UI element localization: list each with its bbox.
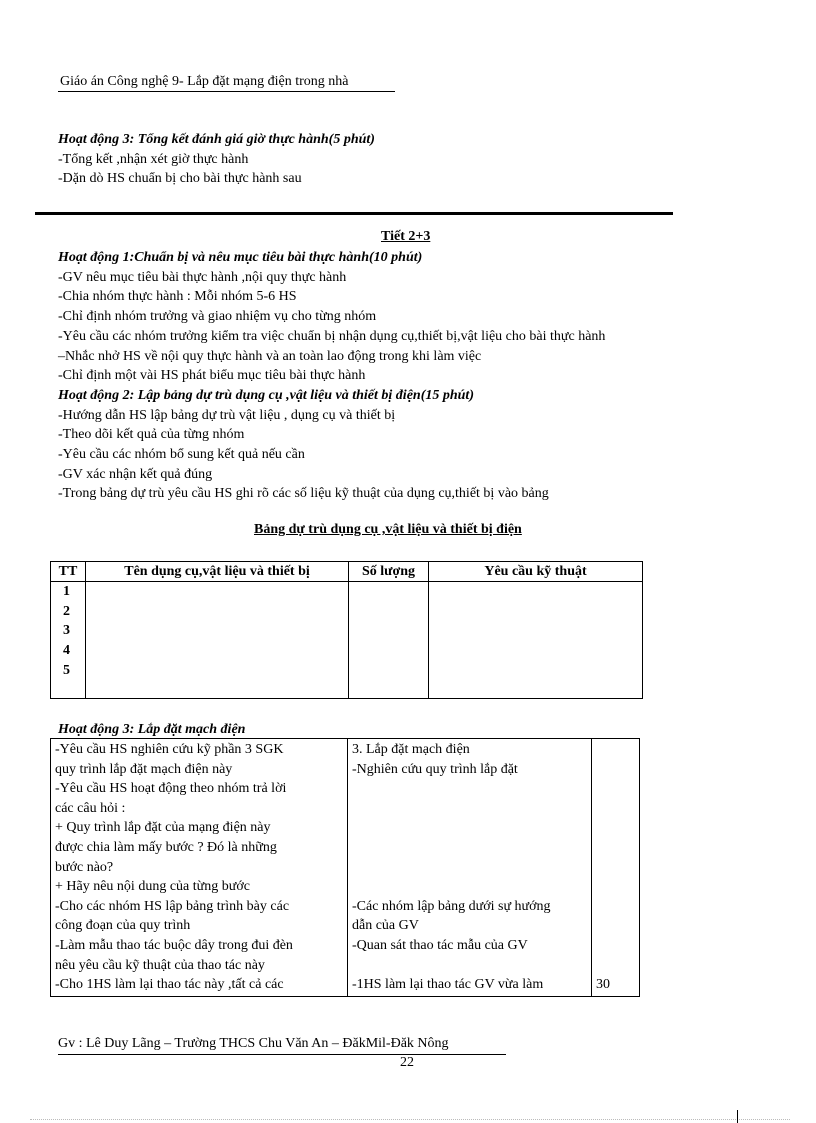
teacher-line: -Làm mẫu thao tác buộc dây trong đui đèn (55, 937, 293, 953)
time-value: 30 (596, 977, 610, 993)
col-header: Số lượng (349, 562, 429, 582)
teacher-column (51, 739, 348, 997)
activity1-line: -Chỉ định một vài HS phát biểu mục tiêu bài thực hành (58, 368, 366, 384)
row-number: 1 (63, 584, 70, 599)
student-line (352, 799, 587, 819)
section1-line: -Tổng kết ,nhận xét giờ thực hành (58, 151, 249, 167)
activity1-line: -Chỉ định nhóm trưởng và giao nhiệm vụ cho từng nhóm (58, 309, 377, 325)
activity2-line: -GV xác nhận kết quả đúng (58, 466, 213, 482)
activity1-line: -Chia nhóm thực hành : Mỗi nhóm 5-6 HS (58, 289, 297, 305)
teacher-line: được chia làm mấy bước ? Đó là những (55, 839, 277, 855)
row-number: 4 (63, 643, 70, 659)
table-row (51, 582, 643, 699)
student-line: -1HS làm lại thao tác GV vừa làm (352, 977, 544, 993)
time-column (592, 739, 640, 997)
activity1-line: -Yêu cầu các nhóm trưởng kiểm tra việc chuẩn bị nhận dụng cụ,thiết bị,vật liệu cho bài thực hành (58, 328, 606, 344)
lesson-title: Tiết 2+3 (381, 229, 431, 244)
section-divider (35, 212, 673, 215)
activity2-line: -Yêu cầu các nhóm bổ sung kết quả nếu cần (58, 447, 305, 463)
section1-line: -Dặn dò HS chuẩn bị cho bài thực hành sau (58, 171, 302, 187)
row-number: 5 (63, 662, 70, 678)
page-edge (30, 1119, 790, 1120)
teacher-line: các câu hỏi : (55, 800, 126, 816)
student-line (352, 779, 587, 799)
section1-heading: Hoạt động 3: Tổng kết đánh giá giờ thực hành(5 phút) (58, 132, 375, 147)
header-underline (58, 91, 395, 92)
activity2-line: -Hướng dẫn HS lập bảng dự trù vật liệu , dụng cụ và thiết bị (58, 407, 396, 423)
activity1-line: –Nhắc nhở HS về nội quy thực hành và an toàn lao động trong khi làm việc (58, 348, 482, 364)
activity3-table (50, 738, 640, 997)
teacher-line: quy trình lắp đặt mạch điện này (55, 761, 233, 777)
row-number: 2 (63, 603, 70, 619)
row-number: 3 (63, 623, 70, 639)
student-line (352, 877, 587, 897)
table1-title: Bảng dự trù dụng cụ ,vật liệu và thiết bị điện (254, 522, 522, 537)
activity1-heading: Hoạt động 1:Chuẩn bị và nêu mục tiêu bài thực hành(10 phút) (58, 250, 423, 265)
student-line (352, 818, 587, 838)
teacher-line: -Yêu cầu HS hoạt động theo nhóm trả lời (55, 781, 287, 797)
teacher-line: + Quy trình lắp đặt của mạng điện này (55, 820, 271, 836)
col-header: Yêu cầu kỹ thuật (429, 562, 643, 582)
student-line (352, 838, 587, 858)
footer-author: Gv : Lê Duy Lãng – Trường THCS Chu Văn An – ĐăkMil-Đăk Nông (58, 1036, 449, 1051)
student-line (352, 858, 587, 878)
student-line: dẫn của GV (352, 918, 419, 934)
header-title: Giáo án Công nghệ 9- Lắp đặt mạng điện trong nhà (60, 74, 349, 89)
table-row (51, 739, 640, 997)
section1 (58, 130, 375, 189)
teacher-line: -Cho các nhóm HS lập bảng trình bày các (55, 898, 290, 914)
activity2-line: -Trong bảng dự trù yêu cầu HS ghi rõ các số liệu kỹ thuật của dụng cụ,thiết bị vào bảng (58, 486, 549, 502)
row-numbers (51, 582, 86, 699)
page-number: 22 (400, 1055, 414, 1070)
activity2-line: -Theo dõi kết quả của từng nhóm (58, 427, 245, 443)
col-header: Tên dụng cụ,vật liệu và thiết bị (86, 562, 349, 582)
teacher-line: nêu yêu cầu kỹ thuật của thao tác này (55, 957, 265, 973)
teacher-line: bước nào? (55, 859, 114, 875)
table-header-row (51, 562, 643, 582)
table-cell (349, 582, 429, 699)
student-line (352, 956, 587, 976)
section2 (58, 248, 605, 504)
table-cell (86, 582, 349, 699)
student-line: -Các nhóm lập bảng dưới sự hướng (352, 898, 551, 914)
col-header: TT (51, 562, 86, 582)
student-line: -Nghiên cứu quy trình lắp đặt (352, 761, 518, 777)
footer-underline (58, 1054, 506, 1055)
student-line: 3. Lắp đặt mạch điện (352, 742, 470, 757)
teacher-line: công đoạn của quy trình (55, 918, 191, 934)
equipment-table (50, 561, 643, 699)
student-line: -Quan sát thao tác mẫu của GV (352, 937, 528, 953)
activity3-heading: Hoạt động 3: Lắp đặt mạch điện (58, 722, 246, 737)
table-cell (429, 582, 643, 699)
teacher-line: + Hãy nêu nội dung của từng bước (55, 879, 250, 895)
page-mark (737, 1110, 738, 1123)
activity2-heading: Hoạt động 2: Lập bảng dự trù dụng cụ ,vật liệu và thiết bị điện(15 phút) (58, 387, 474, 403)
teacher-line: -Yêu cầu HS nghiên cứu kỹ phần 3 SGK (55, 742, 284, 757)
activity1-line: -GV nêu mục tiêu bài thực hành ,nội quy thực hành (58, 269, 347, 285)
student-column (348, 739, 592, 997)
teacher-line: -Cho 1HS làm lại thao tác này ,tất cả các (55, 977, 284, 993)
